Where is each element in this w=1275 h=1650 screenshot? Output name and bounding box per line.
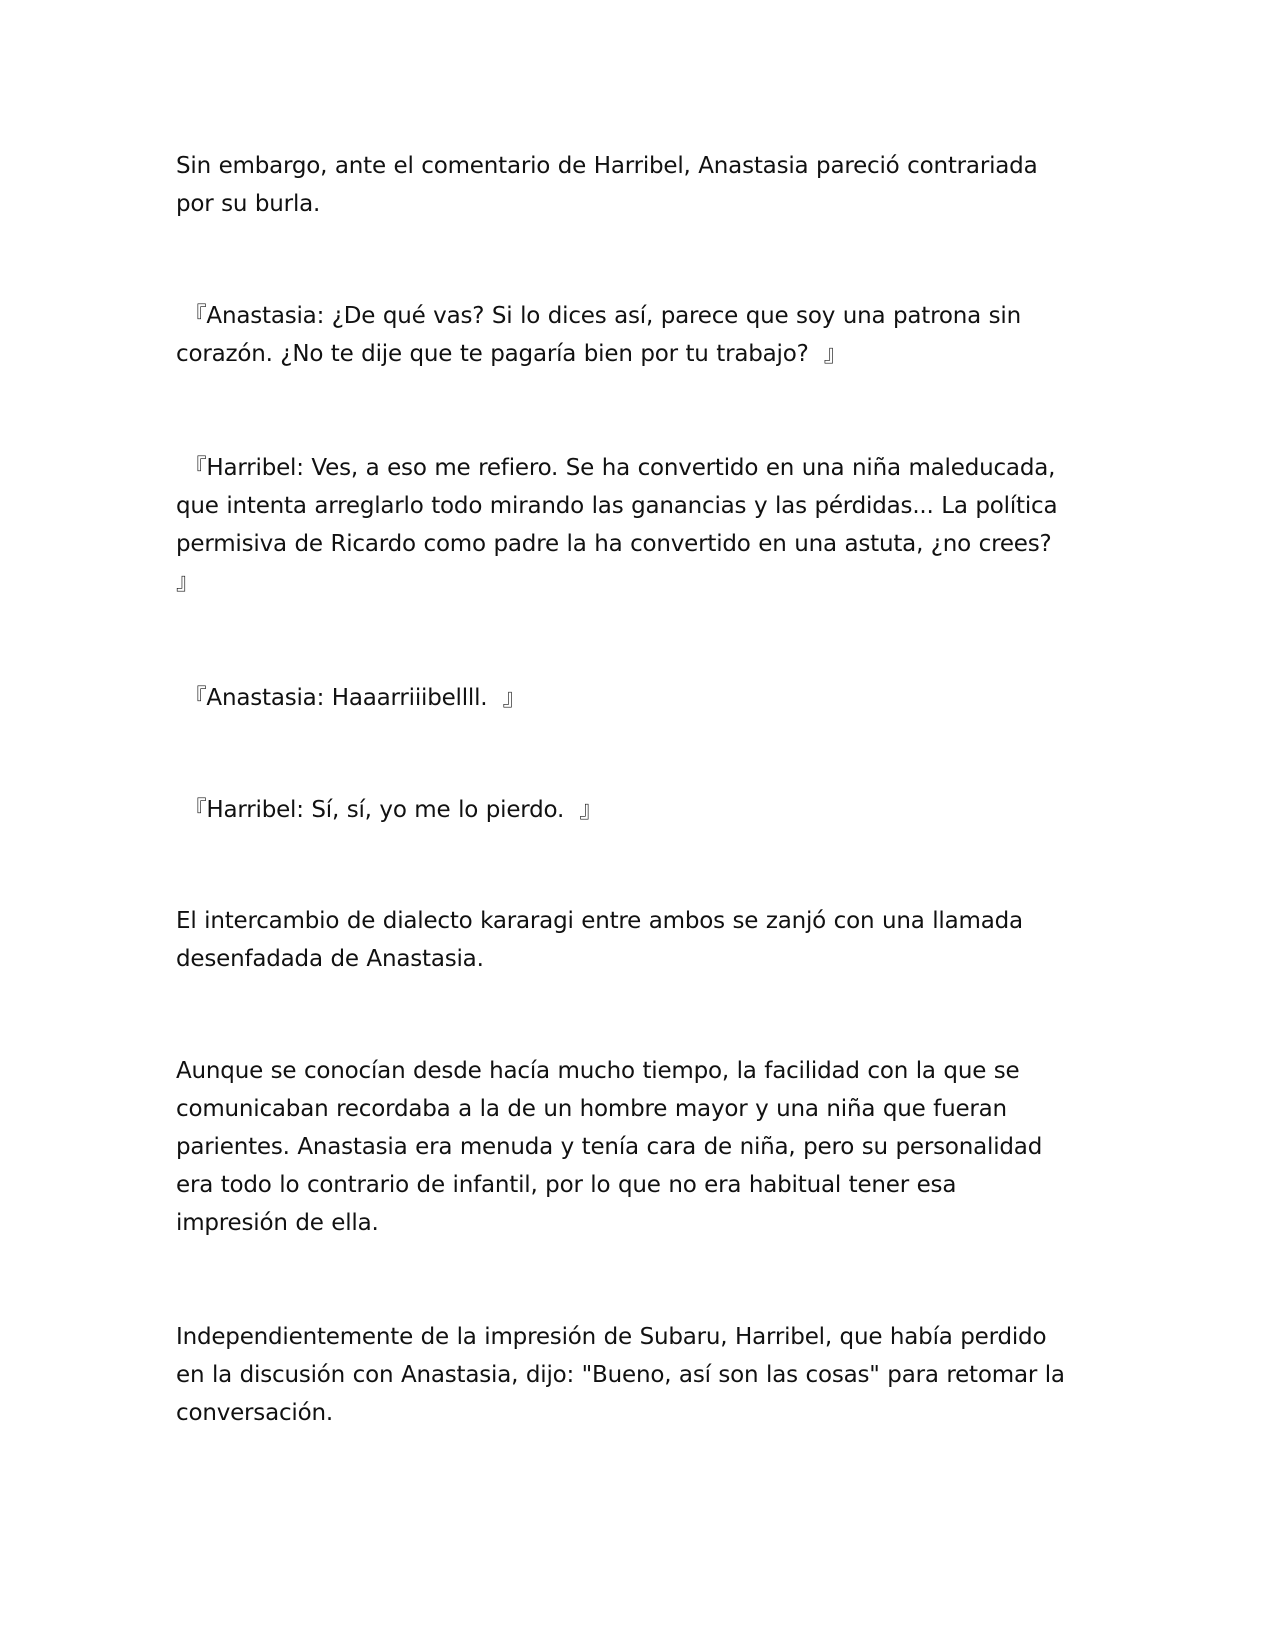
- text-line: 『Anastasia: Haaarriiibellll. 』: [176, 685, 526, 711]
- text-line: parientes. Anastasia era menuda y tenía cara de niña, pero su personalidad: [176, 1134, 1043, 1160]
- text-line: 『Harribel: Sí, sí, yo me lo pierdo. 』: [176, 797, 603, 823]
- text-line: 『Harribel: Ves, a eso me refiero. Se ha convertido en una niña maleducada,: [176, 455, 1056, 481]
- text-line: 』: [176, 569, 199, 595]
- text-line: por su burla.: [176, 191, 321, 217]
- text-line: comunicaban recordaba a la de un hombre mayor y una niña que fueran: [176, 1096, 1007, 1122]
- text-line: corazón. ¿No te dije que te pagaría bien por tu trabajo? 』: [176, 341, 847, 367]
- text-line: El intercambio de dialecto kararagi entre ambos se zanjó con una llamada: [176, 908, 1023, 934]
- text-line: que intenta arreglarlo todo mirando las ganancias y las pérdidas... La política: [176, 493, 1058, 519]
- text-line: permisiva de Ricardo como padre la ha convertido en una astuta, ¿no crees?: [176, 531, 1052, 557]
- narration-paragraph: [176, 147, 1096, 223]
- text-line: Independientemente de la impresión de Subaru, Harribel, que había perdido: [176, 1324, 1047, 1350]
- narration-paragraph: [176, 1318, 1096, 1432]
- text-line: era todo lo contrario de infantil, por lo que no era habitual tener esa: [176, 1172, 957, 1198]
- narration-paragraph: [176, 902, 1096, 978]
- text-line: Aunque se conocían desde hacía mucho tiempo, la facilidad con la que se: [176, 1058, 1020, 1084]
- text-line: impresión de ella.: [176, 1210, 379, 1236]
- narration-paragraph: [176, 1052, 1096, 1242]
- dialogue-harribel: [176, 449, 1096, 601]
- text-line: en la discusión con Anastasia, dijo: "Bueno, así son las cosas" para retomar la: [176, 1362, 1065, 1388]
- dialogue-anastasia: [176, 679, 1096, 717]
- dialogue-harribel: [176, 791, 1096, 829]
- text-line: Sin embargo, ante el comentario de Harribel, Anastasia pareció contrariada: [176, 153, 1038, 179]
- text-line: 『Anastasia: ¿De qué vas? Si lo dices así, parece que soy una patrona sin: [176, 303, 1021, 329]
- text-line: desenfadada de Anastasia.: [176, 946, 484, 972]
- dialogue-anastasia: [176, 297, 1096, 373]
- text-line: conversación.: [176, 1400, 333, 1426]
